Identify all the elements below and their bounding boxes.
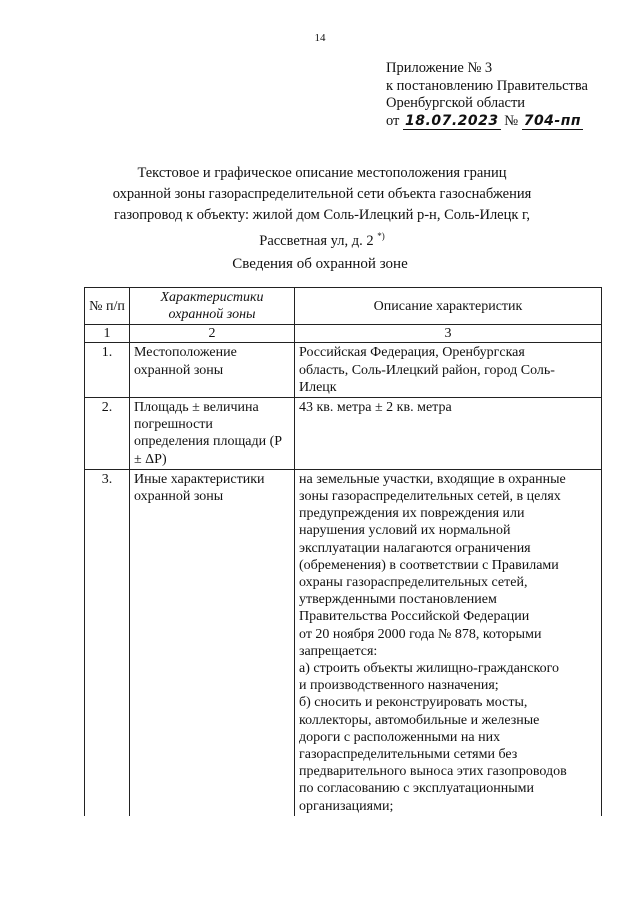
title-line — [60, 226, 584, 252]
page-number: 14 — [314, 32, 326, 44]
appendix-decree: к постановлению Правительства — [386, 77, 588, 94]
appendix-date-line — [386, 113, 588, 131]
index-cell: 1 — [85, 325, 130, 343]
handwritten-date: 18.07.2023 — [405, 112, 499, 129]
description-line: Российская Федерация, Оренбургская — [299, 345, 525, 361]
table-index-row — [85, 325, 602, 343]
description-line: эксплуатации налагаются ограничения — [299, 540, 531, 556]
description-line: утвержденными постановлением — [299, 592, 497, 608]
number-sign: № — [504, 112, 519, 129]
description-line: (обременения) в соответствии с Правилами — [299, 557, 559, 573]
document-title — [60, 163, 584, 252]
index-cell: 3 — [295, 325, 602, 343]
description-line: охраны газораспределительных сетей, — [299, 575, 528, 591]
table-header-row — [85, 288, 602, 325]
description-line: Правительства Российской Федерации — [299, 609, 530, 625]
protection-zone-table — [84, 287, 602, 816]
description-line: и производственного назначения; — [299, 678, 499, 694]
index-cell: 2 — [130, 325, 295, 343]
title-line: охранной зоны газораспределительной сети объекта газоснабжения — [112, 186, 532, 202]
description-line: зоны газораспределительных сетей, в целях — [299, 489, 561, 505]
description-line: б) сносить и реконструировать мосты, — [299, 695, 528, 711]
row-num: 3. — [85, 469, 130, 816]
row-description — [295, 469, 602, 816]
row-characteristic: Иные характеристики охранной зоны — [130, 469, 295, 816]
description-line: а) строить объекты жилищно-гражданского — [299, 661, 559, 677]
description-line: по согласованию с эксплуатационными — [299, 781, 534, 797]
row-characteristic: Местоположение охранной зоны — [130, 343, 295, 398]
table-row — [85, 398, 602, 470]
description-line: организациями; — [299, 798, 394, 814]
footnote-mark: *) — [377, 231, 385, 241]
description-line: запрещается: — [299, 643, 378, 659]
header-num: № п/п — [85, 288, 130, 325]
row-num: 1. — [85, 343, 130, 398]
description-line: Илецк — [299, 379, 337, 395]
description-line: предупреждения их повреждения или — [299, 506, 525, 522]
appendix-header — [386, 60, 588, 130]
date-prefix: от — [386, 112, 400, 129]
title-address: Рассветная ул, д. 2 — [259, 232, 374, 249]
description-line: от 20 ноября 2000 года № 878, которыми — [299, 626, 542, 642]
row-description — [295, 398, 602, 470]
row-description — [295, 343, 602, 398]
description-line: газораспределительными сетями без — [299, 747, 518, 763]
title-line: Текстовое и графическое описание местоположения границ — [137, 165, 507, 181]
header-description: Описание характеристик — [295, 288, 602, 325]
description-line: нарушения условий их нормальной — [299, 523, 511, 539]
handwritten-number: 704-пп — [523, 112, 582, 129]
section-title: Сведения об охранной зоне — [232, 256, 408, 272]
description-line: на земельные участки, входящие в охранные — [299, 471, 566, 487]
table-row — [85, 343, 602, 398]
description-line: предварительного выноса этих газопроводов — [299, 764, 567, 780]
description-line: дороги с расположенными на них — [299, 729, 501, 745]
header-characteristic: Характеристики охранной зоны — [130, 288, 295, 325]
description-line: коллекторы, автомобильные и железные — [299, 712, 540, 728]
appendix-title: Приложение № 3 — [386, 60, 493, 76]
title-line: газопровод к объекту: жилой дом Соль-Илецкий р-н, Соль-Илецк г, — [113, 207, 530, 223]
row-characteristic: Площадь ± величина погрешности определения площади (P ± ΔP) — [130, 398, 295, 470]
table-row — [85, 469, 602, 816]
appendix-region: Оренбургской области — [386, 95, 526, 111]
description-line: 43 кв. метра ± 2 кв. метра — [299, 400, 452, 416]
row-num: 2. — [85, 398, 130, 470]
description-line: область, Соль-Илецкий район, город Соль- — [299, 362, 555, 378]
